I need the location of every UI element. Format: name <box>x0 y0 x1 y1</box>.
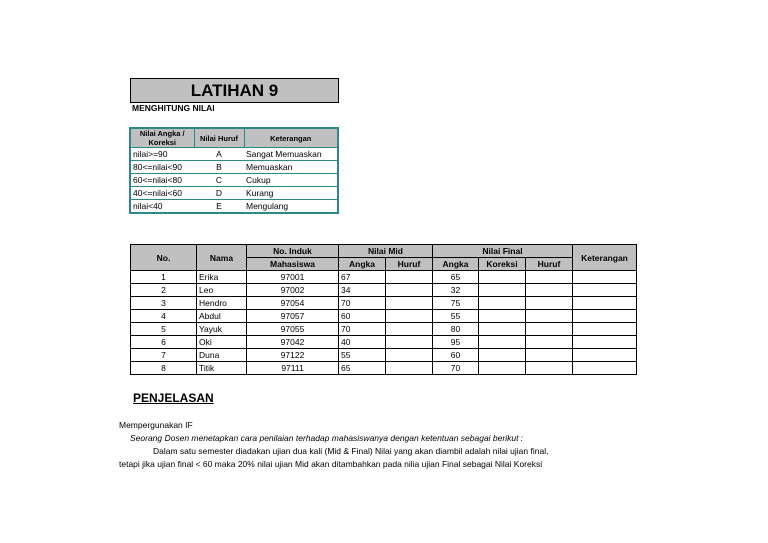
cell-no: 5 <box>131 323 197 336</box>
grade-row <box>130 174 338 187</box>
cell-no-induk: 97001 <box>247 271 339 284</box>
cell-final-huruf <box>526 362 573 375</box>
header-no-induk: No. Induk <box>247 245 339 258</box>
explanation-line-1: Mempergunakan IF <box>119 420 193 430</box>
grade-criteria: nilai>=90 <box>130 148 194 161</box>
cell-final-angka: 60 <box>433 349 479 362</box>
cell-nama: Leo <box>197 284 247 297</box>
grade-description: Sangat Memuaskan <box>244 148 338 161</box>
cell-nama: Abdul <box>197 310 247 323</box>
cell-final-angka: 65 <box>433 271 479 284</box>
cell-no-induk: 97055 <box>247 323 339 336</box>
table-row <box>131 271 637 284</box>
cell-no-induk: 97054 <box>247 297 339 310</box>
cell-final-huruf <box>526 271 573 284</box>
cell-final-angka: 95 <box>433 336 479 349</box>
grade-row <box>130 187 338 200</box>
cell-final-huruf <box>526 349 573 362</box>
cell-mid-angka: 60 <box>339 310 386 323</box>
cell-mid-angka: 70 <box>339 297 386 310</box>
grade-description: Cukup <box>244 174 338 187</box>
grade-header-nilai-angka: Nilai Angka / Koreksi <box>130 128 194 148</box>
grade-criteria: nilai<40 <box>130 200 194 214</box>
grade-row <box>130 200 338 214</box>
cell-final-koreksi <box>479 310 526 323</box>
grade-description: Memuaskan <box>244 161 338 174</box>
cell-nama: Yayuk <box>197 323 247 336</box>
grade-letter: A <box>194 148 244 161</box>
score-table-body <box>131 271 637 375</box>
cell-mid-huruf <box>386 349 433 362</box>
cell-mid-huruf <box>386 284 433 297</box>
cell-final-huruf <box>526 284 573 297</box>
cell-mid-huruf <box>386 297 433 310</box>
table-row <box>131 349 637 362</box>
cell-no: 2 <box>131 284 197 297</box>
grade-criteria: 40<=nilai<60 <box>130 187 194 200</box>
header-nilai-mid: Nilai Mid <box>339 245 433 258</box>
cell-mid-angka: 70 <box>339 323 386 336</box>
cell-mid-huruf <box>386 271 433 284</box>
table-row <box>131 284 637 297</box>
cell-no-induk: 97042 <box>247 336 339 349</box>
cell-final-angka: 70 <box>433 362 479 375</box>
cell-no: 3 <box>131 297 197 310</box>
grade-table-body <box>130 148 338 214</box>
cell-final-koreksi <box>479 349 526 362</box>
header-mid-huruf: Huruf <box>386 258 433 271</box>
table-row <box>131 336 637 349</box>
cell-keterangan <box>573 323 637 336</box>
explanation-line-3: Dalam satu semester diadakan ujian dua kali (Mid & Final) Nilai yang akan diambil adalah nilai ujian final, <box>153 446 549 456</box>
cell-keterangan <box>573 362 637 375</box>
table-row <box>131 362 637 375</box>
cell-final-huruf <box>526 323 573 336</box>
cell-final-koreksi <box>479 323 526 336</box>
grade-letter: D <box>194 187 244 200</box>
cell-nama: Oki <box>197 336 247 349</box>
cell-mid-angka: 34 <box>339 284 386 297</box>
cell-mid-huruf <box>386 336 433 349</box>
cell-mid-angka: 67 <box>339 271 386 284</box>
cell-mid-huruf <box>386 323 433 336</box>
header-final-koreksi: Koreksi <box>479 258 526 271</box>
grade-criteria: 60<=nilai<80 <box>130 174 194 187</box>
cell-no: 1 <box>131 271 197 284</box>
grade-row <box>130 161 338 174</box>
grade-description: Mengulang <box>244 200 338 214</box>
score-table <box>130 244 637 375</box>
cell-final-angka: 75 <box>433 297 479 310</box>
header-final-angka: Angka <box>433 258 479 271</box>
grade-description: Kurang <box>244 187 338 200</box>
cell-final-koreksi <box>479 362 526 375</box>
cell-keterangan <box>573 310 637 323</box>
cell-keterangan <box>573 349 637 362</box>
cell-keterangan <box>573 271 637 284</box>
grade-row <box>130 148 338 161</box>
cell-no-induk: 97002 <box>247 284 339 297</box>
cell-final-koreksi <box>479 297 526 310</box>
cell-mid-huruf <box>386 310 433 323</box>
cell-mid-angka: 55 <box>339 349 386 362</box>
header-nama: Nama <box>197 245 247 271</box>
cell-nama: Erika <box>197 271 247 284</box>
page-title: LATIHAN 9 <box>130 78 339 103</box>
header-keterangan: Keterangan <box>573 245 637 271</box>
cell-no-induk: 97111 <box>247 362 339 375</box>
cell-mid-huruf <box>386 362 433 375</box>
cell-no-induk: 97122 <box>247 349 339 362</box>
cell-no-induk: 97057 <box>247 310 339 323</box>
cell-mid-angka: 65 <box>339 362 386 375</box>
cell-final-huruf <box>526 336 573 349</box>
explanation-heading: PENJELASAN <box>133 391 214 405</box>
cell-nama: Duna <box>197 349 247 362</box>
header-no: No. <box>131 245 197 271</box>
cell-nama: Titik <box>197 362 247 375</box>
header-mahasiswa: Mahasiswa <box>247 258 339 271</box>
header-nilai-final: Nilai Final <box>433 245 573 258</box>
cell-final-angka: 80 <box>433 323 479 336</box>
cell-final-angka: 32 <box>433 284 479 297</box>
cell-final-huruf <box>526 297 573 310</box>
grade-header-keterangan: Keterangan <box>244 128 338 148</box>
grade-letter: E <box>194 200 244 214</box>
cell-no: 6 <box>131 336 197 349</box>
grade-criteria: 80<=nilai<90 <box>130 161 194 174</box>
cell-no: 8 <box>131 362 197 375</box>
cell-final-koreksi <box>479 284 526 297</box>
cell-final-koreksi <box>479 271 526 284</box>
grade-letter: C <box>194 174 244 187</box>
cell-final-huruf <box>526 310 573 323</box>
explanation-line-2: Seorang Dosen menetapkan cara penilaian terhadap mahasiswanya dengan ketentuan sebagai berikut : <box>130 433 524 443</box>
grade-criteria-table <box>129 127 339 214</box>
cell-keterangan <box>573 297 637 310</box>
cell-no: 4 <box>131 310 197 323</box>
cell-keterangan <box>573 336 637 349</box>
cell-final-koreksi <box>479 336 526 349</box>
cell-mid-angka: 40 <box>339 336 386 349</box>
table-row <box>131 323 637 336</box>
header-mid-angka: Angka <box>339 258 386 271</box>
grade-letter: B <box>194 161 244 174</box>
grade-header-nilai-huruf: Nilai Huruf <box>194 128 244 148</box>
explanation-line-4: tetapi jika ujian final < 60 maka 20% nilai ujian Mid akan ditambahkan pada nilia ujian Final sebagai Nilai Koreksi <box>119 459 543 469</box>
header-final-huruf: Huruf <box>526 258 573 271</box>
table-row <box>131 297 637 310</box>
cell-final-angka: 55 <box>433 310 479 323</box>
page-subtitle: MENGHITUNG NILAI <box>132 103 215 113</box>
table-row <box>131 310 637 323</box>
cell-nama: Hendro <box>197 297 247 310</box>
cell-keterangan <box>573 284 637 297</box>
cell-no: 7 <box>131 349 197 362</box>
